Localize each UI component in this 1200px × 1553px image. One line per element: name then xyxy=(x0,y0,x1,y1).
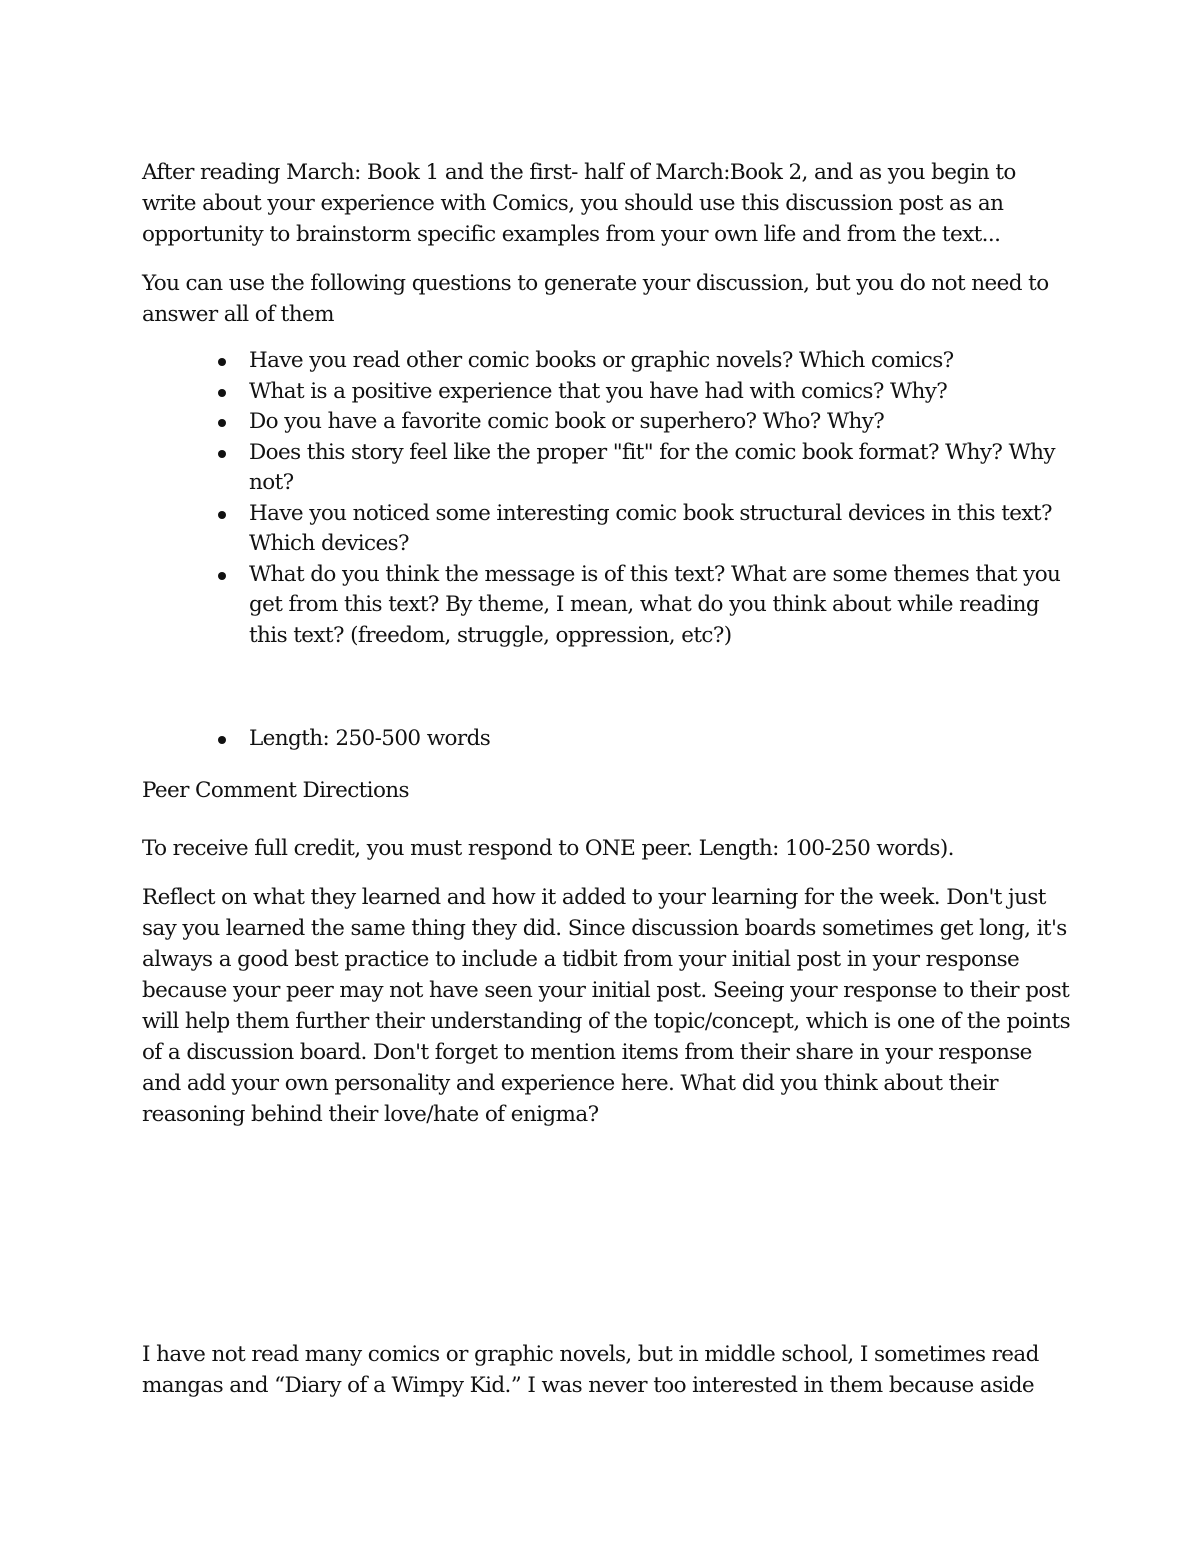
bullet-icon xyxy=(218,511,226,519)
question-text: What is a positive experience that you have had with comics? Why? xyxy=(249,378,948,404)
bullet-icon xyxy=(218,450,226,458)
peer-comment-heading: Peer Comment Directions xyxy=(142,778,409,803)
question-text: What do you think the message is of this text? What are some themes that you get from this text? By theme, I mean, what do you think about while reading this text? (freedom, struggle, oppression, etc?) xyxy=(249,561,1061,648)
list-item xyxy=(142,499,1072,560)
bullet-icon xyxy=(218,736,226,744)
list-item xyxy=(142,346,1072,377)
peer-directions-paragraph: Reflect on what they learned and how it added to your learning for the week. Don't just say you learned the same thing they did. Since discussion boards sometimes get long, it's always a good best practice to include a tidbit from your initial post in your response because your peer may not have seen your initial post. Seeing your response to their post will help them further their understanding of the topic/concept, which is one of the points of a discussion board. Don't forget to mention items from their share in your response and add your own personality and experience here. What did you think about their reasoning behind their love/hate of enigma? xyxy=(142,885,1071,1127)
list-item xyxy=(142,377,1072,408)
question-text: Does this story feel like the proper "fit" for the comic book format? Why? Why not? xyxy=(249,439,1055,495)
list-item xyxy=(142,560,1072,652)
list-item xyxy=(142,724,1072,755)
response-paragraph: I have not read many comics or graphic novels, but in middle school, I sometimes read mangas and “Diary of a Wimpy Kid.” I was never too interested in them because aside xyxy=(142,1342,1039,1398)
bullet-icon xyxy=(218,389,226,397)
peer-credit-paragraph: To receive full credit, you must respond to ONE peer. Length: 100-250 words). xyxy=(142,836,954,861)
list-item xyxy=(142,438,1072,499)
length-list xyxy=(142,724,1072,755)
prompt-paragraph: You can use the following questions to generate your discussion, but you do not need to answer all of them xyxy=(142,271,1049,327)
bullet-icon xyxy=(218,358,226,366)
question-text: Have you noticed some interesting comic book structural devices in this text? Which devices? xyxy=(249,500,1052,556)
list-item xyxy=(142,407,1072,438)
question-text: Do you have a favorite comic book or superhero? Who? Why? xyxy=(249,409,885,434)
length-requirement: Length: 250-500 words xyxy=(249,726,491,751)
intro-paragraph: After reading March: Book 1 and the first- half of March:Book 2, and as you begin to write about your experience with Comics, you should use this discussion post as an opportunity to brainstorm specific examples from your own life and from the text... xyxy=(142,160,1016,247)
bullet-icon xyxy=(218,419,226,427)
question-text: Have you read other comic books or graphic novels? Which comics? xyxy=(249,348,954,373)
bullet-icon xyxy=(218,572,226,580)
question-list xyxy=(142,346,1072,651)
